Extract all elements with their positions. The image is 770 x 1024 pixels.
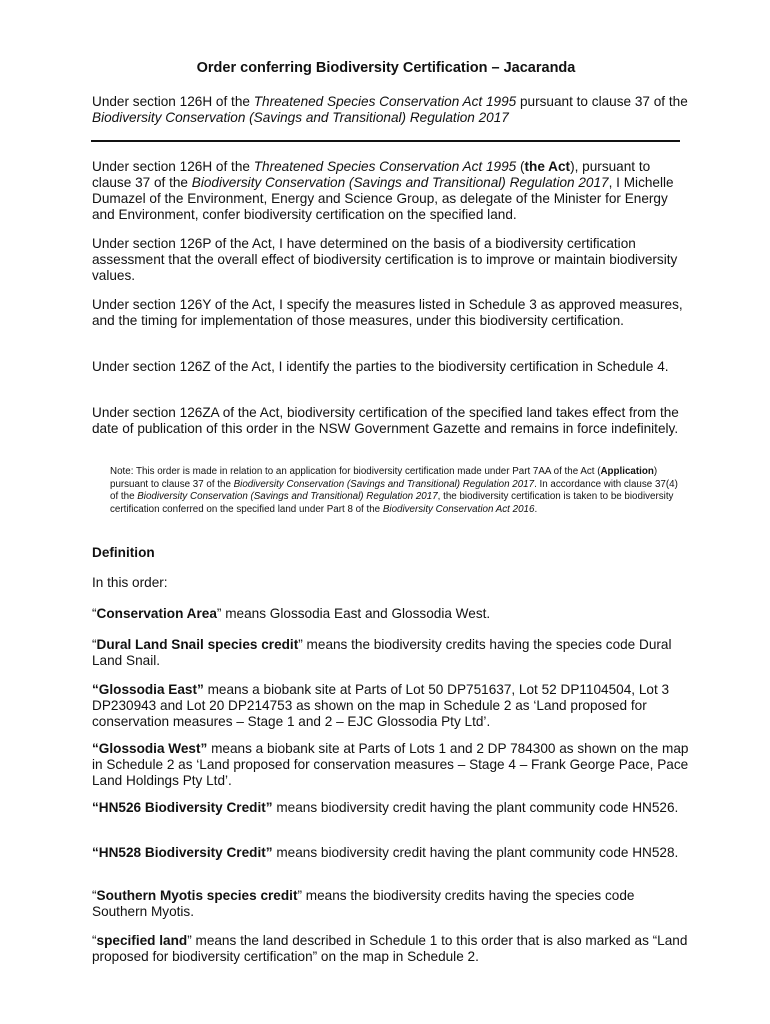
definition-glossodia-east: “Glossodia East” means a biobank site at Parts of Lot 50 DP751637, Lot 52 DP1104504, Lot 3 DP230943 and Lot 20 DP214753 as shown on the map in Schedule 2 as ‘Land proposed for conservation measures – Stage 1 and 2 – EJC Glossodia Pty Ltd’. bbox=[92, 682, 670, 729]
definition-hn528-credit: “HN528 Biodiversity Credit” means biodiversity credit having the plant community code HN528. bbox=[92, 845, 679, 860]
definition-hn526-credit: “HN526 Biodiversity Credit” means biodiversity credit having the plant community code HN526. bbox=[92, 800, 679, 815]
definition-glossodia-west: “Glossodia West” means a biobank site at Parts of Lots 1 and 2 DP 784300 as shown on the map in Schedule 2 as ‘Land proposed for conservation measures – Stage 4 – Frank George Pace, Pace Land Holdings Pty Ltd’. bbox=[92, 741, 689, 788]
in-this-order-text: In this order: bbox=[92, 575, 168, 590]
definition-conservation-area: “Conservation Area” means Glossodia East and Glossodia West. bbox=[92, 606, 491, 621]
definition-specified-land: “specified land” means the land described in Schedule 1 to this order that is also marked as “Land proposed for biodiversity certification” on the map in Schedule 2. bbox=[92, 933, 688, 964]
paragraph-126za: Under section 126ZA of the Act, biodiversity certification of the specified land takes effect from the date of publication of this order in the NSW Government Gazette and remains in force indefinitely. bbox=[92, 405, 679, 436]
paragraph-confer: Under section 126H of the Threatened Species Conservation Act 1995 (the Act), pursuant to clause 37 of the Biodiversity Conservation (Savings and Transitional) Regulation 2017, I Michelle Dumazel of the Environment, Energy and Science Group, as delegate of the Minister for Energy and Environment, confer biodiversity certification on the specified land. bbox=[92, 159, 674, 222]
page-title: Order conferring Biodiversity Certification – Jacaranda bbox=[196, 60, 576, 76]
paragraph-126p: Under section 126P of the Act, I have determined on the basis of a biodiversity certification assessment that the overall effect of biodiversity certification is to improve or maintain biodiversity values. bbox=[92, 236, 678, 283]
definition-dural-land-snail: “Dural Land Snail species credit” means the biodiversity credits having the species code Dural Land Snail. bbox=[92, 637, 672, 668]
horizontal-divider bbox=[91, 140, 680, 142]
paragraph-126z: Under section 126Z of the Act, I identify the parties to the biodiversity certification in Schedule 4. bbox=[92, 359, 669, 374]
definition-heading: Definition bbox=[92, 545, 155, 560]
paragraph-126y: Under section 126Y of the Act, I specify the measures listed in Schedule 3 as approved measures, and the timing for implementation of those measures, under this biodiversity certification. bbox=[92, 297, 683, 328]
definition-southern-myotis: “Southern Myotis species credit” means the biodiversity credits having the species code Southern Myotis. bbox=[92, 888, 635, 919]
note-paragraph: Note: This order is made in relation to an application for biodiversity certification made under Part 7AA of the Act (Application) pursuant to clause 37 of the Biodiversity Conservation (Savings and Transitional) Regulation 2017. In accordance with clause 37(4) of the Biodiversity Conservation (Savings and Transitional) Regulation 2017, the biodiversity certification is taken to be biodiversity certification conferred on the specified land under Part 8 of the Biodiversity Conservation Act 2016. bbox=[110, 466, 678, 516]
intro-paragraph: Under section 126H of the Threatened Species Conservation Act 1995 pursuant to clause 37 of the Biodiversity Conservation (Savings and Transitional) Regulation 2017 bbox=[92, 94, 688, 125]
